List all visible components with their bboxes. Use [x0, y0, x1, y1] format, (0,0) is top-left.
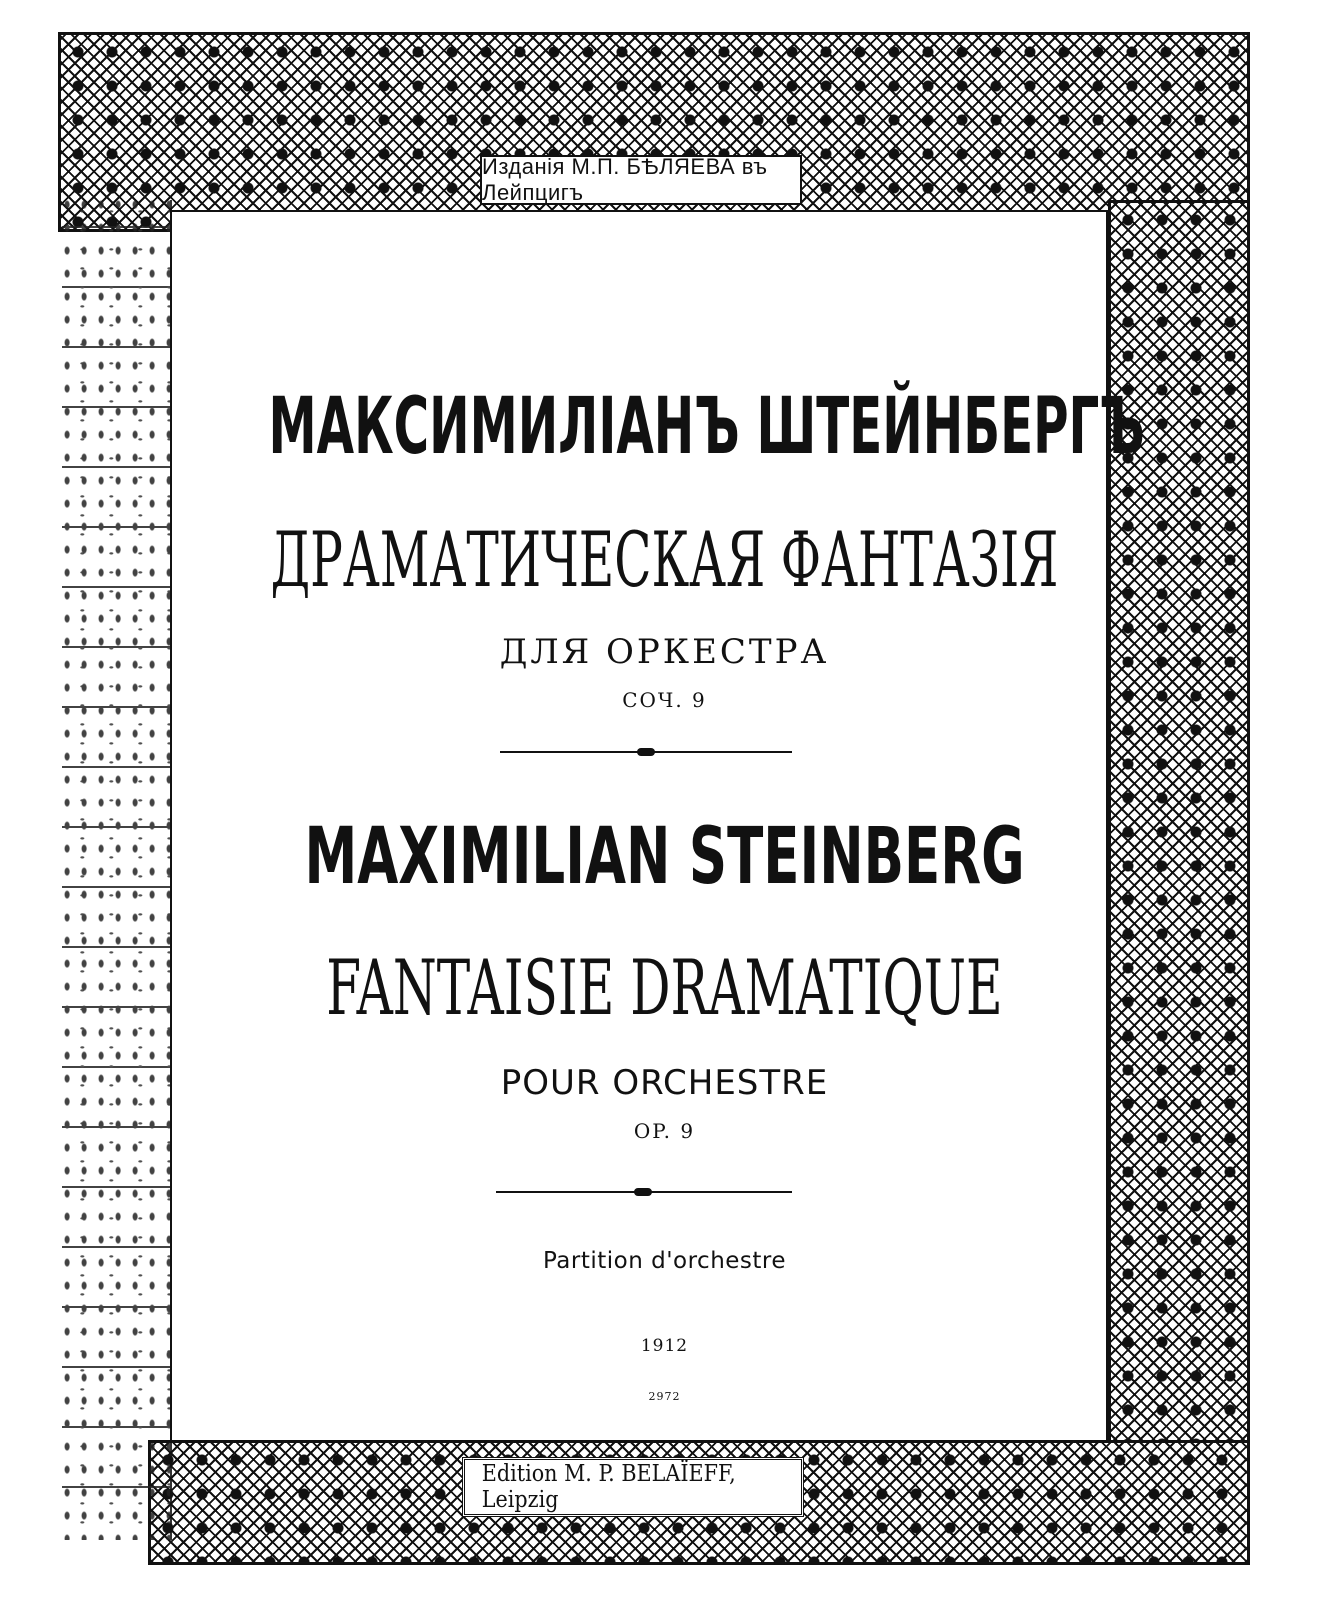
opus-fr: OP. 9 — [633, 1119, 696, 1143]
opus-ru: СОЧ. 9 — [622, 688, 707, 712]
publisher-ru: Изданія М.П. БѢЛЯЕВА въ Лейпцигъ — [482, 154, 768, 205]
composer-fr: MAXIMILIAN STEINBERG — [304, 812, 1025, 902]
composer-ru: МАКСИМИЛІАНЪ ШТЕЙНБЕРГЪ — [268, 382, 1145, 472]
publication-year: 1912 — [640, 1336, 689, 1356]
plate-number: 2972 — [648, 1390, 681, 1403]
title-ru: ДРАМАТИЧЕСКАЯ ФАНТАЗІЯ — [270, 515, 1059, 604]
divider-ornament — [634, 1188, 652, 1196]
title-fr: FANTAISIE DRAMATIQUE — [326, 943, 1003, 1032]
edition-type: Partition d'orchestre — [542, 1248, 787, 1274]
publisher-fr: Edition M. P. BELAÏEFF, Leipzig — [481, 1461, 736, 1513]
subtitle-ru: ДЛЯ ОРКЕСТРА — [499, 632, 830, 672]
subtitle-fr: POUR ORCHESTRE — [500, 1063, 829, 1103]
divider-ornament — [637, 748, 655, 756]
publisher-cartouche-bottom — [462, 1457, 804, 1517]
publisher-cartouche-top — [480, 155, 802, 205]
